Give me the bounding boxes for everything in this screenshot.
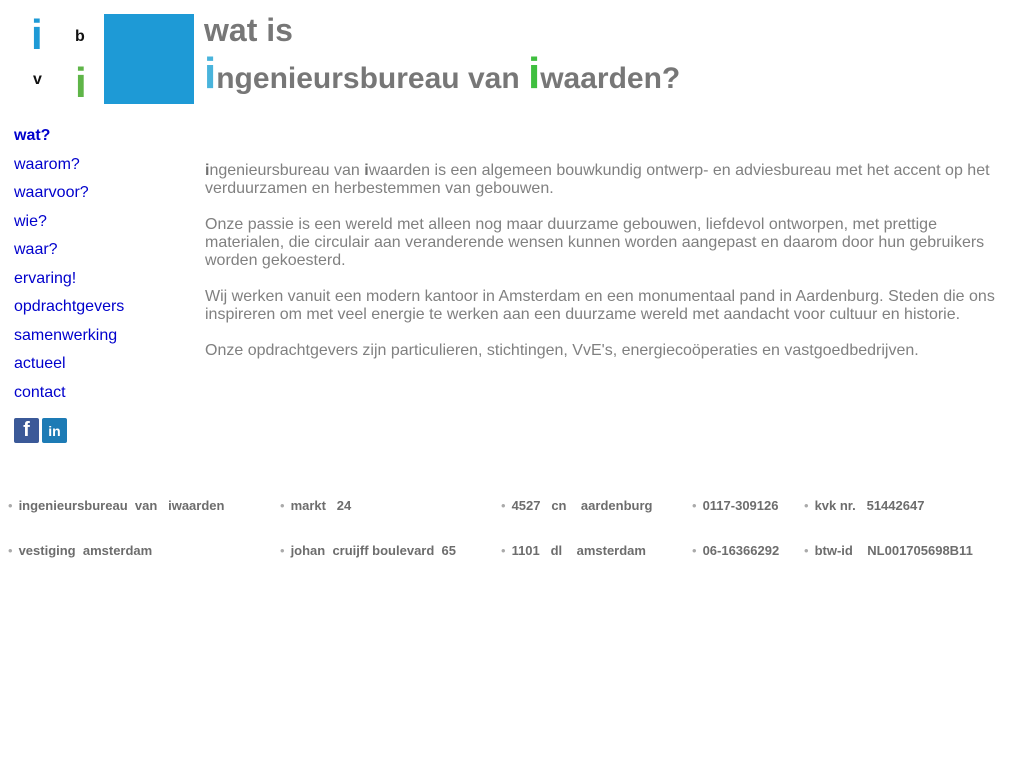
footer-kvk: • kvk nr. 51442647 (804, 498, 925, 513)
offices-paragraph: Wij werken vanuit een modern kantoor in Amsterdam en een monumentaal pand in Aardenburg. Steden die ons inspireren om met veel energie te werken aan een duurzame wereld met aandacht voor cultuur en historie. (205, 288, 995, 323)
intro-text-b: waarden is een algemeen bouwkundig ontwerp- en adviesbureau met het accent op het verduurzamen en herbestemmen van gebouwen. (205, 162, 990, 197)
footer-company: • ingenieursbureau van iwaarden (8, 498, 225, 513)
footer-phone-amsterdam-text: 06-16366292 (702, 543, 780, 558)
footer-branch: • vestiging amsterdam (8, 543, 153, 558)
page-title-line2 (204, 49, 681, 104)
clients-paragraph: Onze opdrachtgevers zijn particulieren, stichtingen, VvE's, energiecoöperaties en vastgoedbedrijven. (205, 342, 919, 359)
nav-item-actueel[interactable]: actueel (14, 355, 66, 372)
title-text-mid: ngenieursbureau van (216, 62, 528, 95)
footer-postcode-aardenburg-text: 4527 cn aardenburg (511, 498, 653, 513)
logo-letter-i-blue: i (31, 11, 43, 58)
social-links (14, 418, 67, 443)
footer-branch-text: vestiging amsterdam (18, 543, 153, 558)
main-nav (14, 126, 184, 411)
footer-phone-aardenburg-text: 0117-309126 (702, 498, 779, 513)
linkedin-icon[interactable]: in (42, 418, 67, 443)
logo-letter-b: b (75, 28, 85, 45)
nav-item-opdrachtgevers[interactable]: opdrachtgevers (14, 298, 125, 315)
intro-bold-i1: i (205, 162, 210, 179)
footer-btw-text: btw-id NL001705698B11 (814, 543, 973, 558)
passion-paragraph: Onze passie is een wereld met alleen nog maar duurzame gebouwen, liefdevol ontworpen, met prettige materialen, die circulair aan veranderende wensen kunnen worden aangepast en daarom door hun gebruikers worden gekoesterd. (205, 216, 985, 269)
footer-postcode-aardenburg: • 4527 cn aardenburg (501, 498, 653, 513)
title-text-end: waarden? (540, 62, 681, 95)
logo-letter-v: v (33, 71, 42, 88)
nav-item-waar[interactable]: waar? (14, 241, 58, 258)
intro-bold-i2: i (364, 162, 369, 179)
logo[interactable] (0, 0, 200, 110)
footer-kvk-text: kvk nr. 51442647 (814, 498, 925, 513)
footer-phone-aardenburg[interactable]: • 0117-309126 (692, 498, 779, 513)
nav-item-contact[interactable]: contact (14, 383, 66, 401)
footer-address-aardenburg-text: markt 24 (290, 498, 352, 513)
nav-item-waarom[interactable]: waarom? (14, 155, 80, 173)
nav-item-ervaring[interactable]: ervaring! (14, 269, 77, 287)
footer-address-amsterdam-text: johan cruijff boulevard 65 (290, 543, 456, 558)
footer-address-amsterdam: • johan cruijff boulevard 65 (280, 543, 456, 558)
footer-postcode-amsterdam: • 1101 dl amsterdam (501, 543, 646, 558)
logo-letter-i-green: i (75, 59, 87, 106)
facebook-icon[interactable]: f (14, 418, 39, 443)
page-title-line1: wat is (204, 12, 293, 48)
main-content (205, 162, 1005, 378)
footer-phone-amsterdam[interactable]: • 06-16366292 (692, 543, 780, 558)
footer-postcode-amsterdam-text: 1101 dl amsterdam (511, 543, 646, 558)
nav-item-samenwerking[interactable]: samenwerking (14, 326, 118, 344)
title-i-green: i (527, 49, 541, 98)
nav-item-waarvoor[interactable]: waarvoor? (14, 184, 89, 201)
intro-text-a: ngenieursbureau van (209, 162, 365, 179)
nav-item-wie[interactable]: wie? (14, 212, 47, 230)
intro-paragraph (205, 162, 1005, 198)
title-i-blue: i (204, 49, 217, 98)
logo-blue-square (104, 14, 194, 104)
nav-item-wat[interactable]: wat? (14, 127, 51, 144)
footer-address-aardenburg: • markt 24 (280, 498, 352, 513)
footer-btw: • btw-id NL001705698B11 (804, 543, 973, 558)
footer-company-text: ingenieursbureau van iwaarden (18, 498, 225, 513)
